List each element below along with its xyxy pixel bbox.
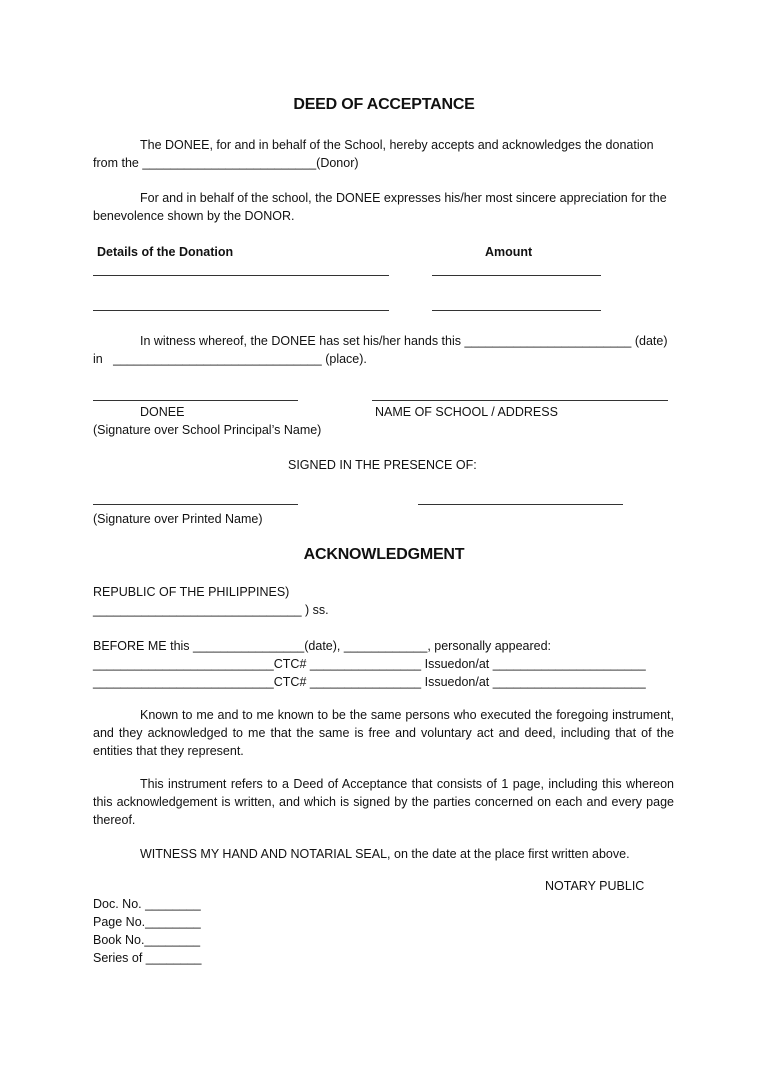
republic-label: REPUBLIC OF THE PHILIPPINES) [93,585,290,599]
ss-label: ) ss. [305,603,329,617]
ctc-number-blank[interactable]: ________________ [309,675,422,689]
ss-line [93,601,329,619]
donee-sub-label: (Signature over School Principal’s Name) [93,423,322,437]
page-title: DEED OF ACCEPTANCE [293,96,475,113]
page-no-field[interactable]: Page No.________ [93,915,201,929]
amount-header: Amount [485,245,533,259]
witness-date-label: (date) [634,334,668,348]
witness-signature-line-2[interactable] [418,504,623,505]
ctc-row [93,655,646,673]
witness-signature-line-1[interactable] [93,504,298,505]
ctc-label: CTC# [273,675,307,689]
before-place-blank[interactable]: ____________ [343,639,428,653]
ss-blank[interactable]: ______________________________ [93,603,302,617]
witness-place-blank[interactable]: ______________________________ [113,352,322,366]
presence-label: SIGNED IN THE PRESENCE OF: [288,458,477,472]
school-address-label: NAME OF SCHOOL / ADDRESS [375,405,558,419]
witness-line2 [93,350,367,368]
before-date-label: (date), [304,639,341,653]
amount-blank-2[interactable] [432,310,601,311]
ctc-label: CTC# [273,657,307,671]
details-blank-2[interactable] [93,310,389,311]
school-address-line[interactable] [372,400,668,401]
donee-label: DONEE [140,405,185,419]
in-label: in [93,352,103,366]
acknowledgment-title: ACKNOWLEDGMENT [303,546,465,563]
doc-no-field[interactable]: Doc. No. ________ [93,897,201,911]
ctc-number-blank[interactable]: ________________ [309,657,422,671]
donor-line [93,154,359,172]
issued-blank[interactable]: ______________________ [492,657,646,671]
details-header: Details of the Donation [97,245,234,259]
before-date-blank[interactable]: ________________ [193,639,305,653]
donor-blank[interactable]: _________________________ [142,156,317,170]
issued-label: Issuedon/at [424,657,490,671]
known-paragraph: Known to me and to me known to be the same persons who executed the foregoing instrument, and they acknowledged to me that the same is free and voluntary act and deed, including that of the entities that they represent. [93,708,674,758]
amount-blank-1[interactable] [432,275,601,276]
notary-public-label: NOTARY PUBLIC [545,879,645,893]
issued-blank[interactable]: ______________________ [492,675,646,689]
witness-date-blank[interactable]: ________________________ [464,334,632,348]
appreciation-paragraph: For and in behalf of the school, the DONEE expresses his/her most sincere appreciation for the benevolence shown by the DONOR. [93,191,667,223]
ctc-name-blank[interactable]: __________________________ [93,657,274,671]
donor-label: (Donor) [316,156,359,170]
donee-signature-line[interactable] [93,400,298,401]
ctc-name-blank[interactable]: __________________________ [93,675,274,689]
witness-seal-text: WITNESS MY HAND AND NOTARIAL SEAL, on the date at the place first written above. [140,847,630,861]
before-me-line [93,637,551,655]
witness-text: In witness whereof, the DONEE has set his/her hands this [140,334,461,348]
details-blank-1[interactable] [93,275,389,276]
series-of-field[interactable]: Series of ________ [93,951,202,965]
appeared-label: , personally appeared: [427,639,552,653]
witness-place-label: (place). [325,352,367,366]
from-the-label: from the [93,156,139,170]
donation-paragraph-line1: The DONEE, for and in behalf of the School, hereby accepts and acknowledges the donation [140,138,654,152]
printed-name-label: (Signature over Printed Name) [93,512,263,526]
before-me-label: BEFORE ME this [93,639,190,653]
issued-label: Issuedon/at [424,675,490,689]
witness-line1 [140,332,667,350]
instrument-paragraph: This instrument refers to a Deed of Acceptance that consists of 1 page, including this whereon this acknowledgement is written, and which is signed by the parties concerned on each and every page thereof. [93,777,674,827]
book-no-field[interactable]: Book No.________ [93,933,201,947]
ctc-row [93,673,646,691]
